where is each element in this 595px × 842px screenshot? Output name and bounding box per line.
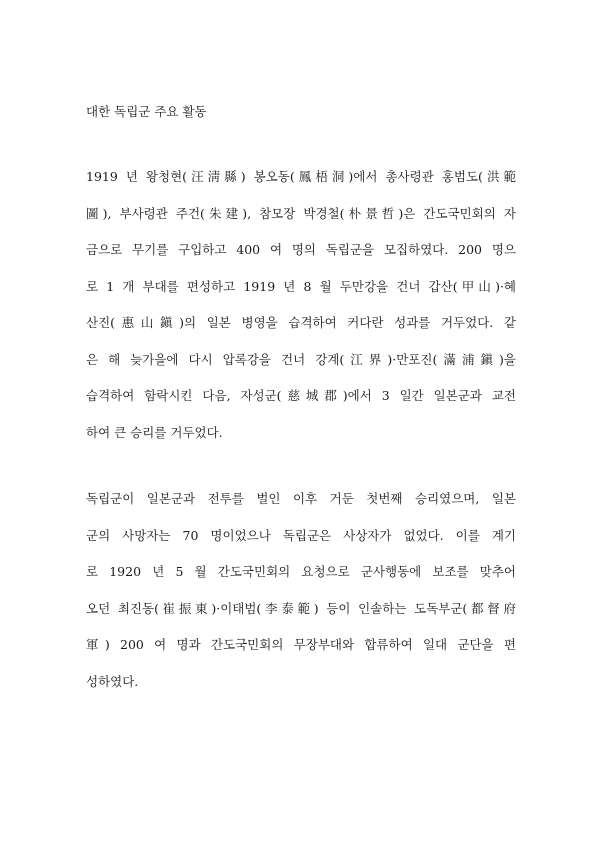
section-heading: 대한 독립군 주요 활동 <box>86 104 207 119</box>
paragraph-1-line: 圖), 부사령관 주건(朱建), 참모장 박경철(朴景哲)은 간도국민회의 자 <box>86 205 516 221</box>
paragraph-1-line: 산진(惠山鎭)의 일본 병영을 습격하여 커다란 성과를 거두었다. 같 <box>86 315 516 330</box>
paragraph-2-line: 군의 사망자는 70 명이었으나 독립군은 사상자가 없었다. 이를 계기 <box>86 527 516 543</box>
paragraph-2-line: 오던 최진동(崔振東)·이태범(李泰範) 등이 인솔하는 도독부군(都督府 <box>86 600 516 616</box>
paragraph-1-line: 1919 년 왕청현(汪淸縣) 봉오동(鳳梧洞)에서 총사령관 홍범도(洪範 <box>86 169 516 184</box>
paragraph-1-line: 금으로 무기를 구입하고 400 여 명의 독립군을 모집하였다. 200 명으 <box>86 242 516 257</box>
paragraph-2-line: 로 1920 년 5 월 간도국민회의 요청으로 군사행동에 보조를 맞추어 <box>86 564 516 579</box>
paragraph-1-line: 하여 큰 승리를 거두었다. <box>86 424 223 440</box>
paragraph-1-line: 로 1 개 부대를 편성하고 1919 년 8 월 두만강을 건너 갑산(甲山)·혜 <box>86 278 516 294</box>
paragraph-1 <box>86 168 516 460</box>
paragraph-1-line: 습격하여 함락시킨 다음, 자성군(慈城郡)에서 3 일간 일본군과 교전 <box>86 388 516 403</box>
paragraph-1-line: 은 해 늦가을에 다시 압록강을 건너 강계(江界)·만포진(滿浦鎭)을 <box>86 351 516 367</box>
paragraph-2 <box>86 490 516 709</box>
paragraph-2-line: 독립군이 일본군과 전투를 벌인 이후 거둔 첫번째 승리였으며, 일본 <box>86 491 516 506</box>
paragraph-2-line: 軍) 200 여 명과 간도국민회의 무장부대와 합류하여 일대 군단을 편 <box>86 637 516 652</box>
paragraph-2-line: 성하였다. <box>86 673 139 689</box>
